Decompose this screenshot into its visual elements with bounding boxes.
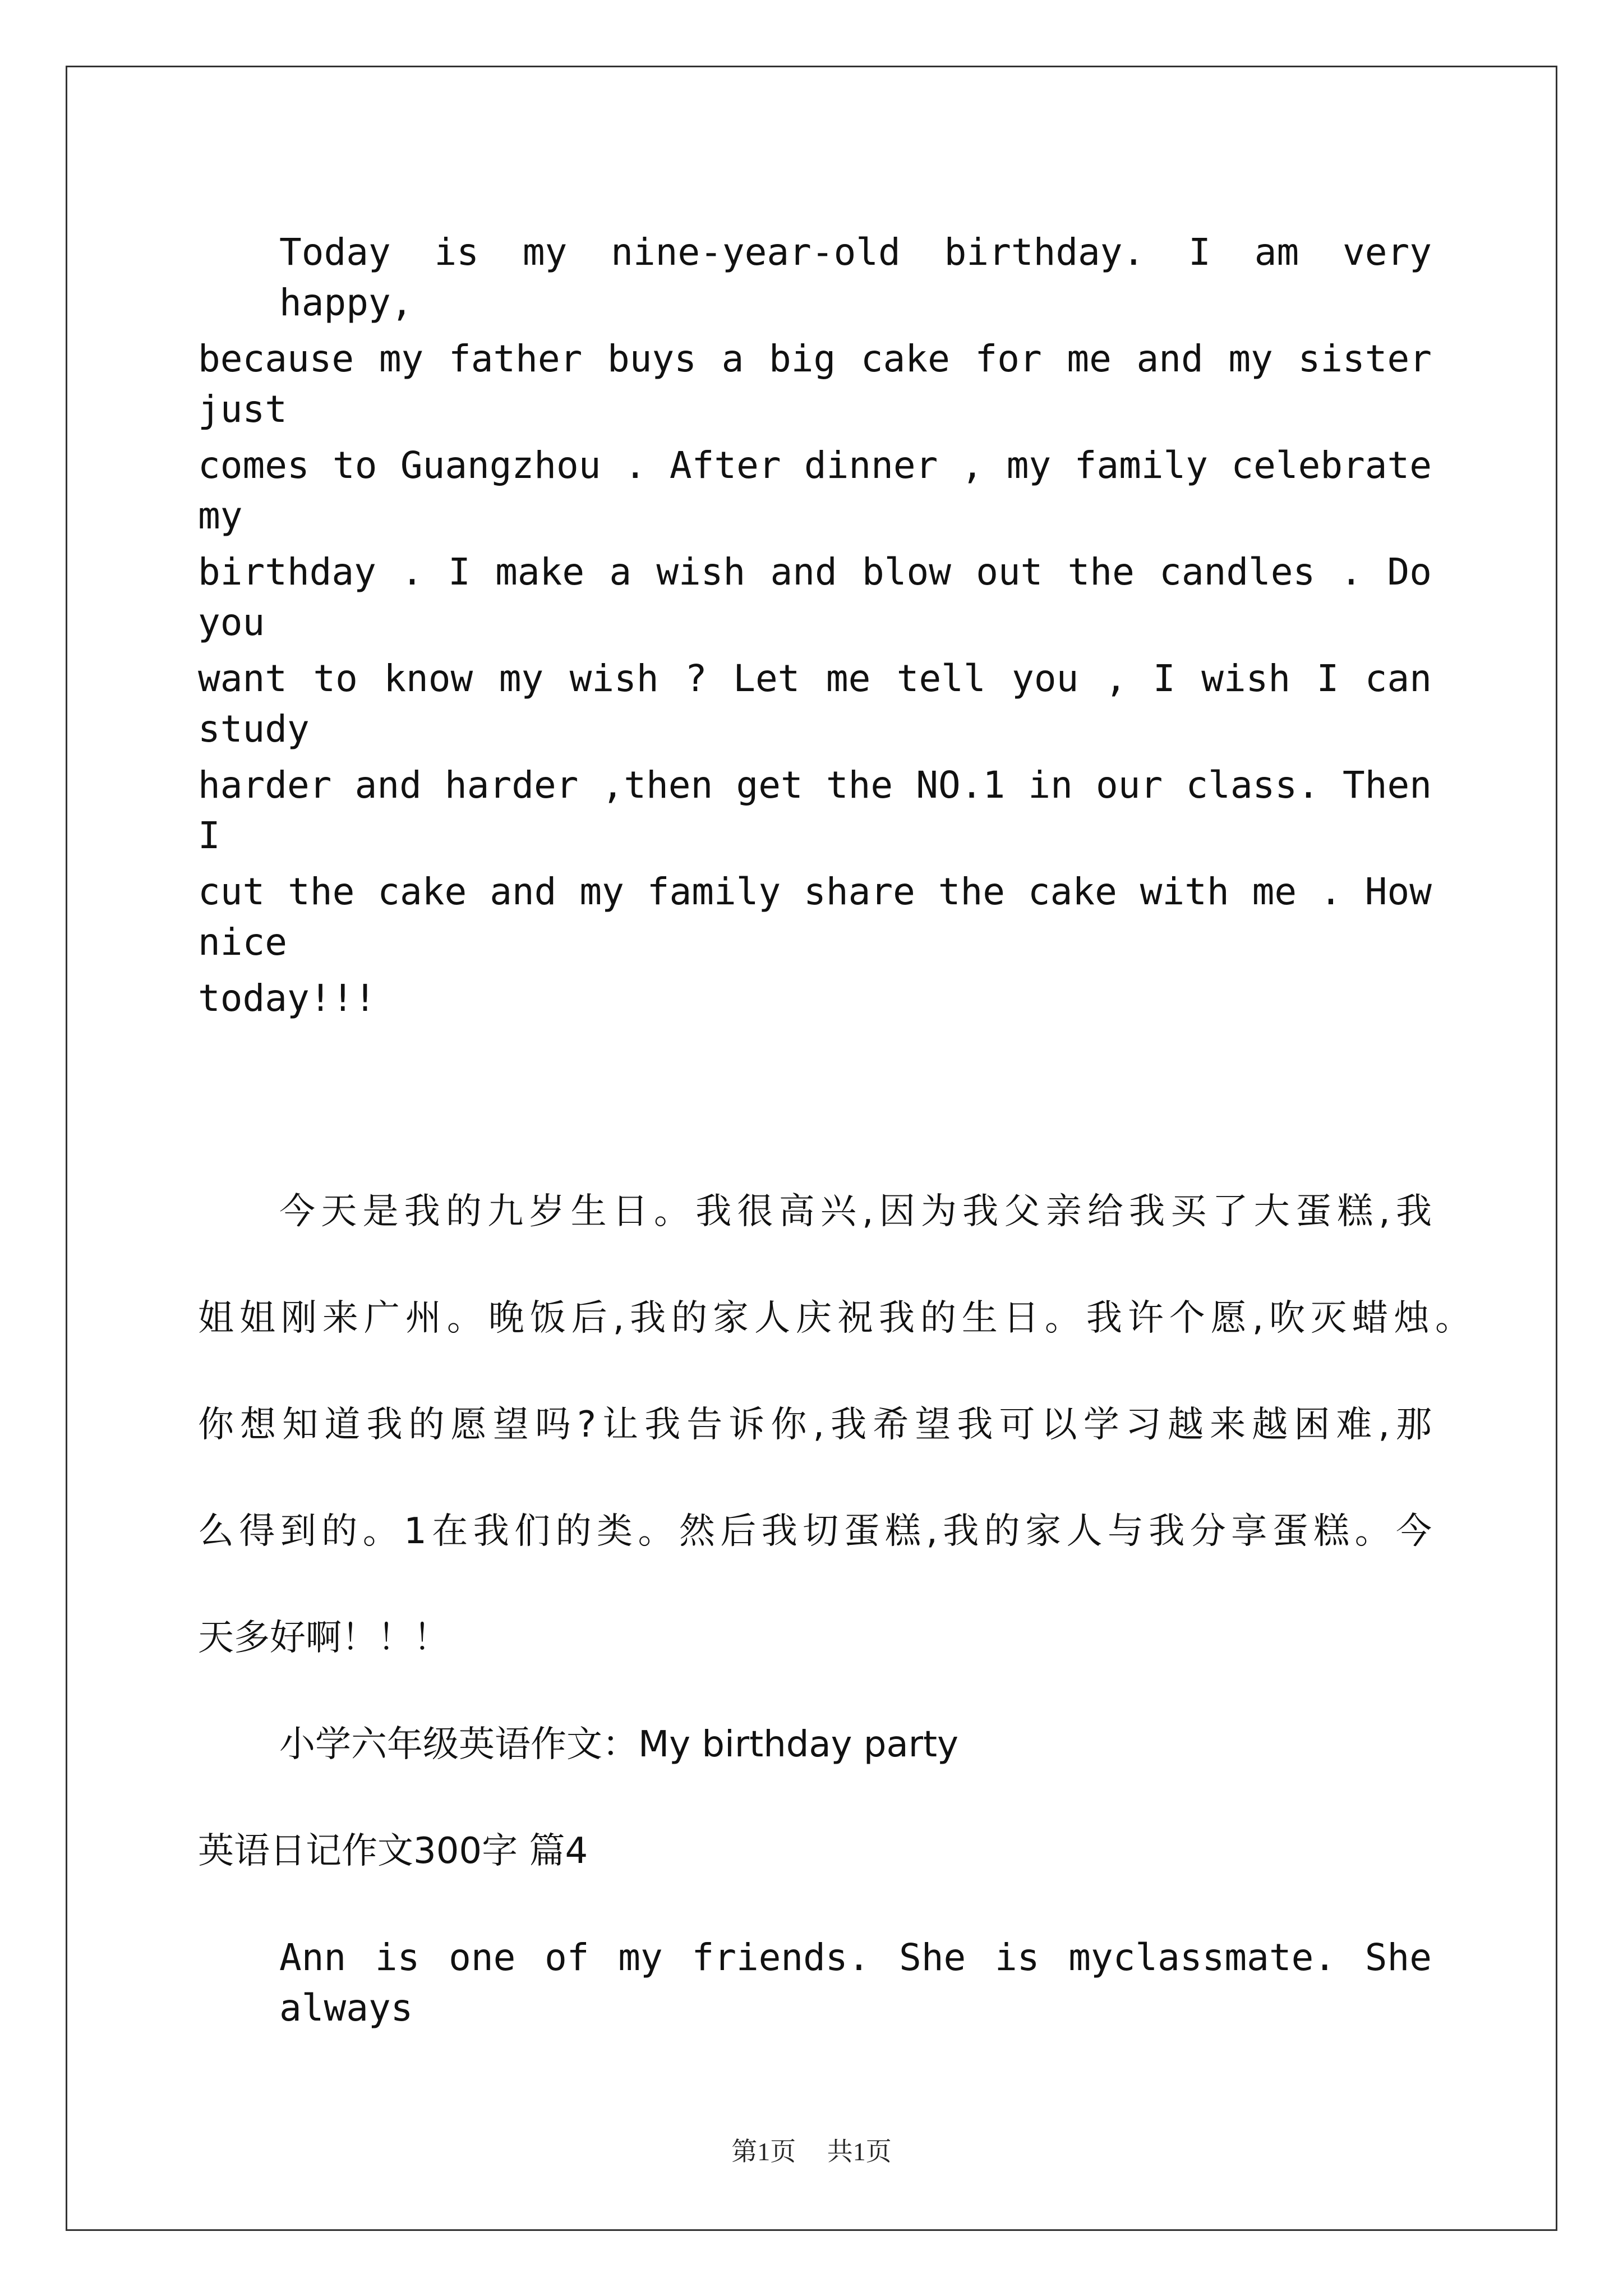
english-line-2: because my father buys a big cake for me and my sister just xyxy=(198,337,1432,431)
source-line: 小学六年级英语作文：My birthday party xyxy=(279,1724,958,1765)
english-line-3: comes to Guangzhou . After dinner , my family celebrate my xyxy=(198,444,1432,537)
english-line-1: Today is my nine-year-old birthday. I am very happy, xyxy=(279,231,1432,324)
page-total: 共1页 xyxy=(827,2137,892,2166)
english-line-4: birthday . I make a wish and blow out the candles . Do you xyxy=(198,550,1432,644)
next-paragraph-line: Ann is one of my friends. She is myclassmate. She always xyxy=(279,1936,1432,2030)
english-line-8: today!!! xyxy=(198,977,376,1020)
english-line-7: cut the cake and my family share the cake with me . How nice xyxy=(198,870,1432,964)
chinese-line-2: 姐姐刚来广州。晚饭后,我的家人庆祝我的生日。我许个愿,吹灭蜡烛。 xyxy=(198,1297,1471,1339)
chinese-line-5: 天多好啊！！！ xyxy=(198,1617,449,1659)
page-border xyxy=(66,66,1557,2231)
english-line-6: harder and harder ,then get the NO.1 in our class. Then I xyxy=(198,763,1432,857)
chinese-line-3: 你想知道我的愿望吗?让我告诉你,我希望我可以学习越来越困难,那 xyxy=(198,1404,1432,1446)
chinese-line-4: 么得到的。1在我们的类。然后我切蛋糕,我的家人与我分享蛋糕。今 xyxy=(198,1511,1432,1552)
english-line-5: want to know my wish ? Let me tell you , I wish I can study xyxy=(198,657,1432,751)
page-footer xyxy=(0,2135,1623,2169)
section-heading: 英语日记作文300字 篇4 xyxy=(198,1830,588,1872)
chinese-line-1: 今天是我的九岁生日。我很高兴,因为我父亲给我买了大蛋糕,我 xyxy=(279,1191,1432,1232)
page-number: 第1页 xyxy=(731,2137,796,2166)
